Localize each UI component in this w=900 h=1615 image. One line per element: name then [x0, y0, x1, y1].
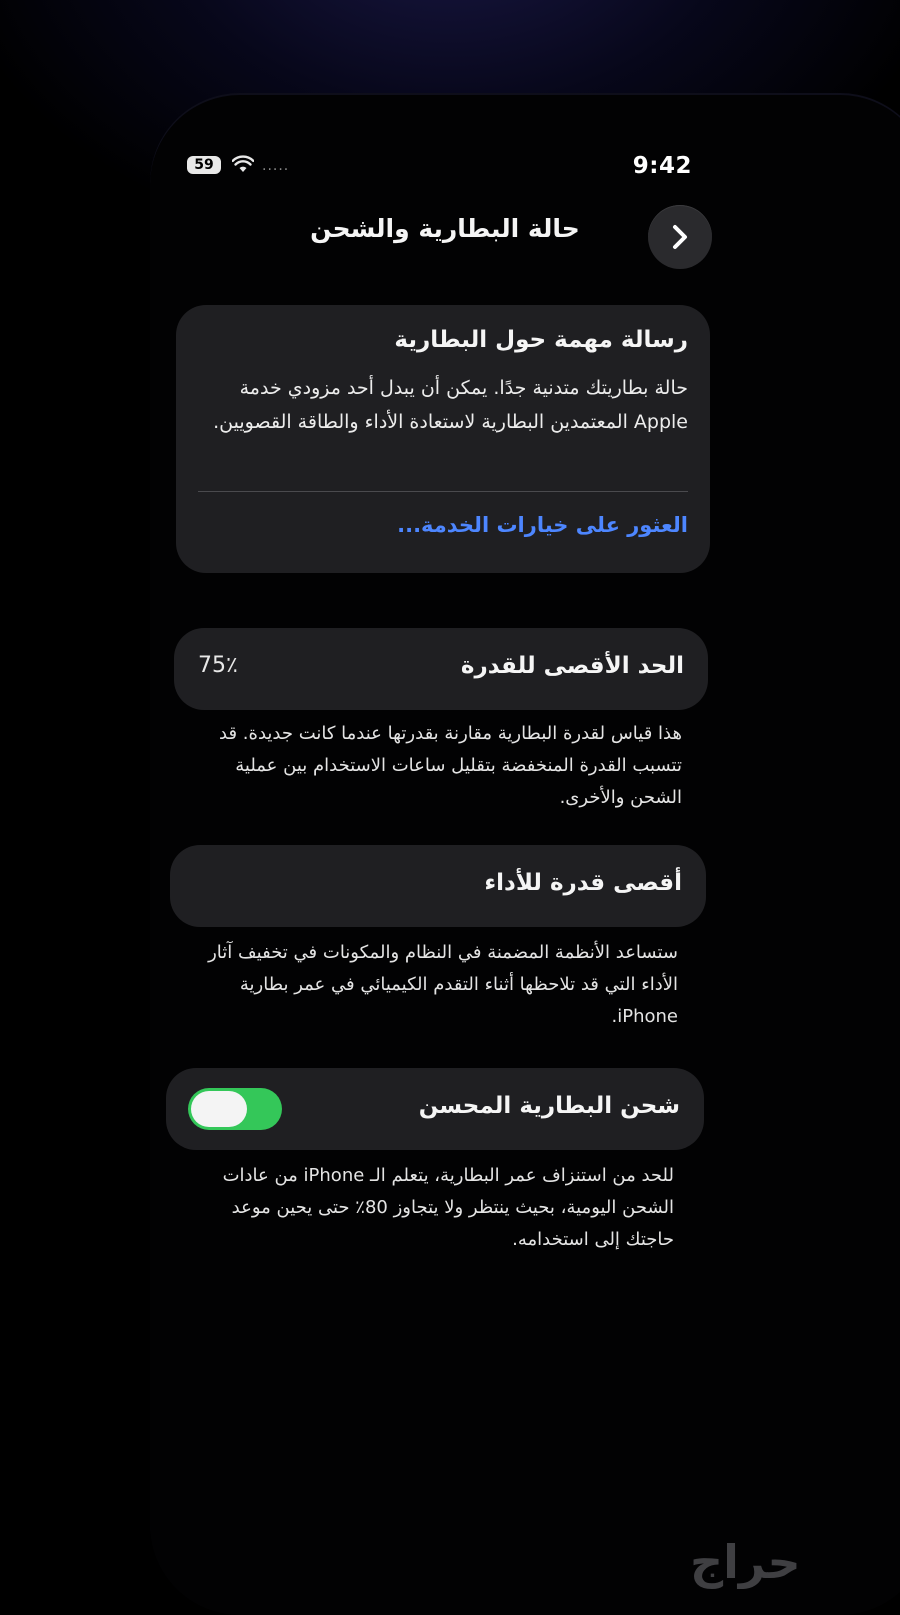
- status-bar: [180, 150, 692, 190]
- optimized-charging-toggle[interactable]: [188, 1088, 282, 1130]
- haraj-watermark: حراج: [690, 1535, 801, 1589]
- optimized-charging-description: للحد من استنزاف عمر البطارية، يتعلم الـ iPhone من عادات الشحن اليومية، بحيث ينتظر ولا يتجاوز 80٪ حتى يحين موعد حاجتك إلى استخدامه.: [222, 1165, 674, 1250]
- battery-icon: 59: [187, 156, 221, 174]
- peak-performance-row: [170, 845, 706, 927]
- message-body: حالة بطاريتك متدنية جدًا. يمكن أن يبدل أحد مزودي خدمة Apple المعتمدين البطارية لاستعادة الأداء والطاقة القصويين.: [213, 377, 688, 433]
- maximum-capacity-description: هذا قياس لقدرة البطارية مقارنة بقدرتها عندما كانت جديدة. قد تتسبب القدرة المنخفضة بتقليل ساعات الاستخدام بين عملية الشحن والأخرى.: [219, 723, 682, 808]
- toggle-knob: [191, 1091, 247, 1127]
- maximum-capacity-label: الحد الأقصى للقدرة: [460, 653, 684, 679]
- wifi-icon: [232, 155, 254, 173]
- maximum-capacity-value: 75٪: [198, 653, 238, 678]
- peak-performance-label: أقصى قدرة للأداء: [484, 870, 682, 896]
- maximum-capacity-row: [174, 628, 708, 710]
- message-title: رسالة مهمة حول البطارية: [394, 327, 688, 353]
- find-service-options-link[interactable]: العثور على خيارات الخدمة...: [397, 513, 688, 537]
- status-time: 9:42: [632, 153, 692, 179]
- important-message-card: [176, 305, 710, 573]
- signal-dots-icon: .....: [262, 158, 290, 174]
- optimized-charging-label: شحن البطارية المحسن: [418, 1093, 680, 1119]
- chevron-right-icon: [666, 222, 694, 252]
- peak-performance-description: ستساعد الأنظمة المضمنة في النظام والمكونات في تخفيف آثار الأداء التي قد تلاحظها أثناء التقدم الكيميائي في عمر بطارية iPhone.: [208, 942, 678, 1027]
- optimized-charging-row: [166, 1068, 704, 1150]
- back-button[interactable]: [648, 205, 712, 269]
- divider: [198, 491, 688, 492]
- page-title: حالة البطارية والشحن: [310, 214, 580, 243]
